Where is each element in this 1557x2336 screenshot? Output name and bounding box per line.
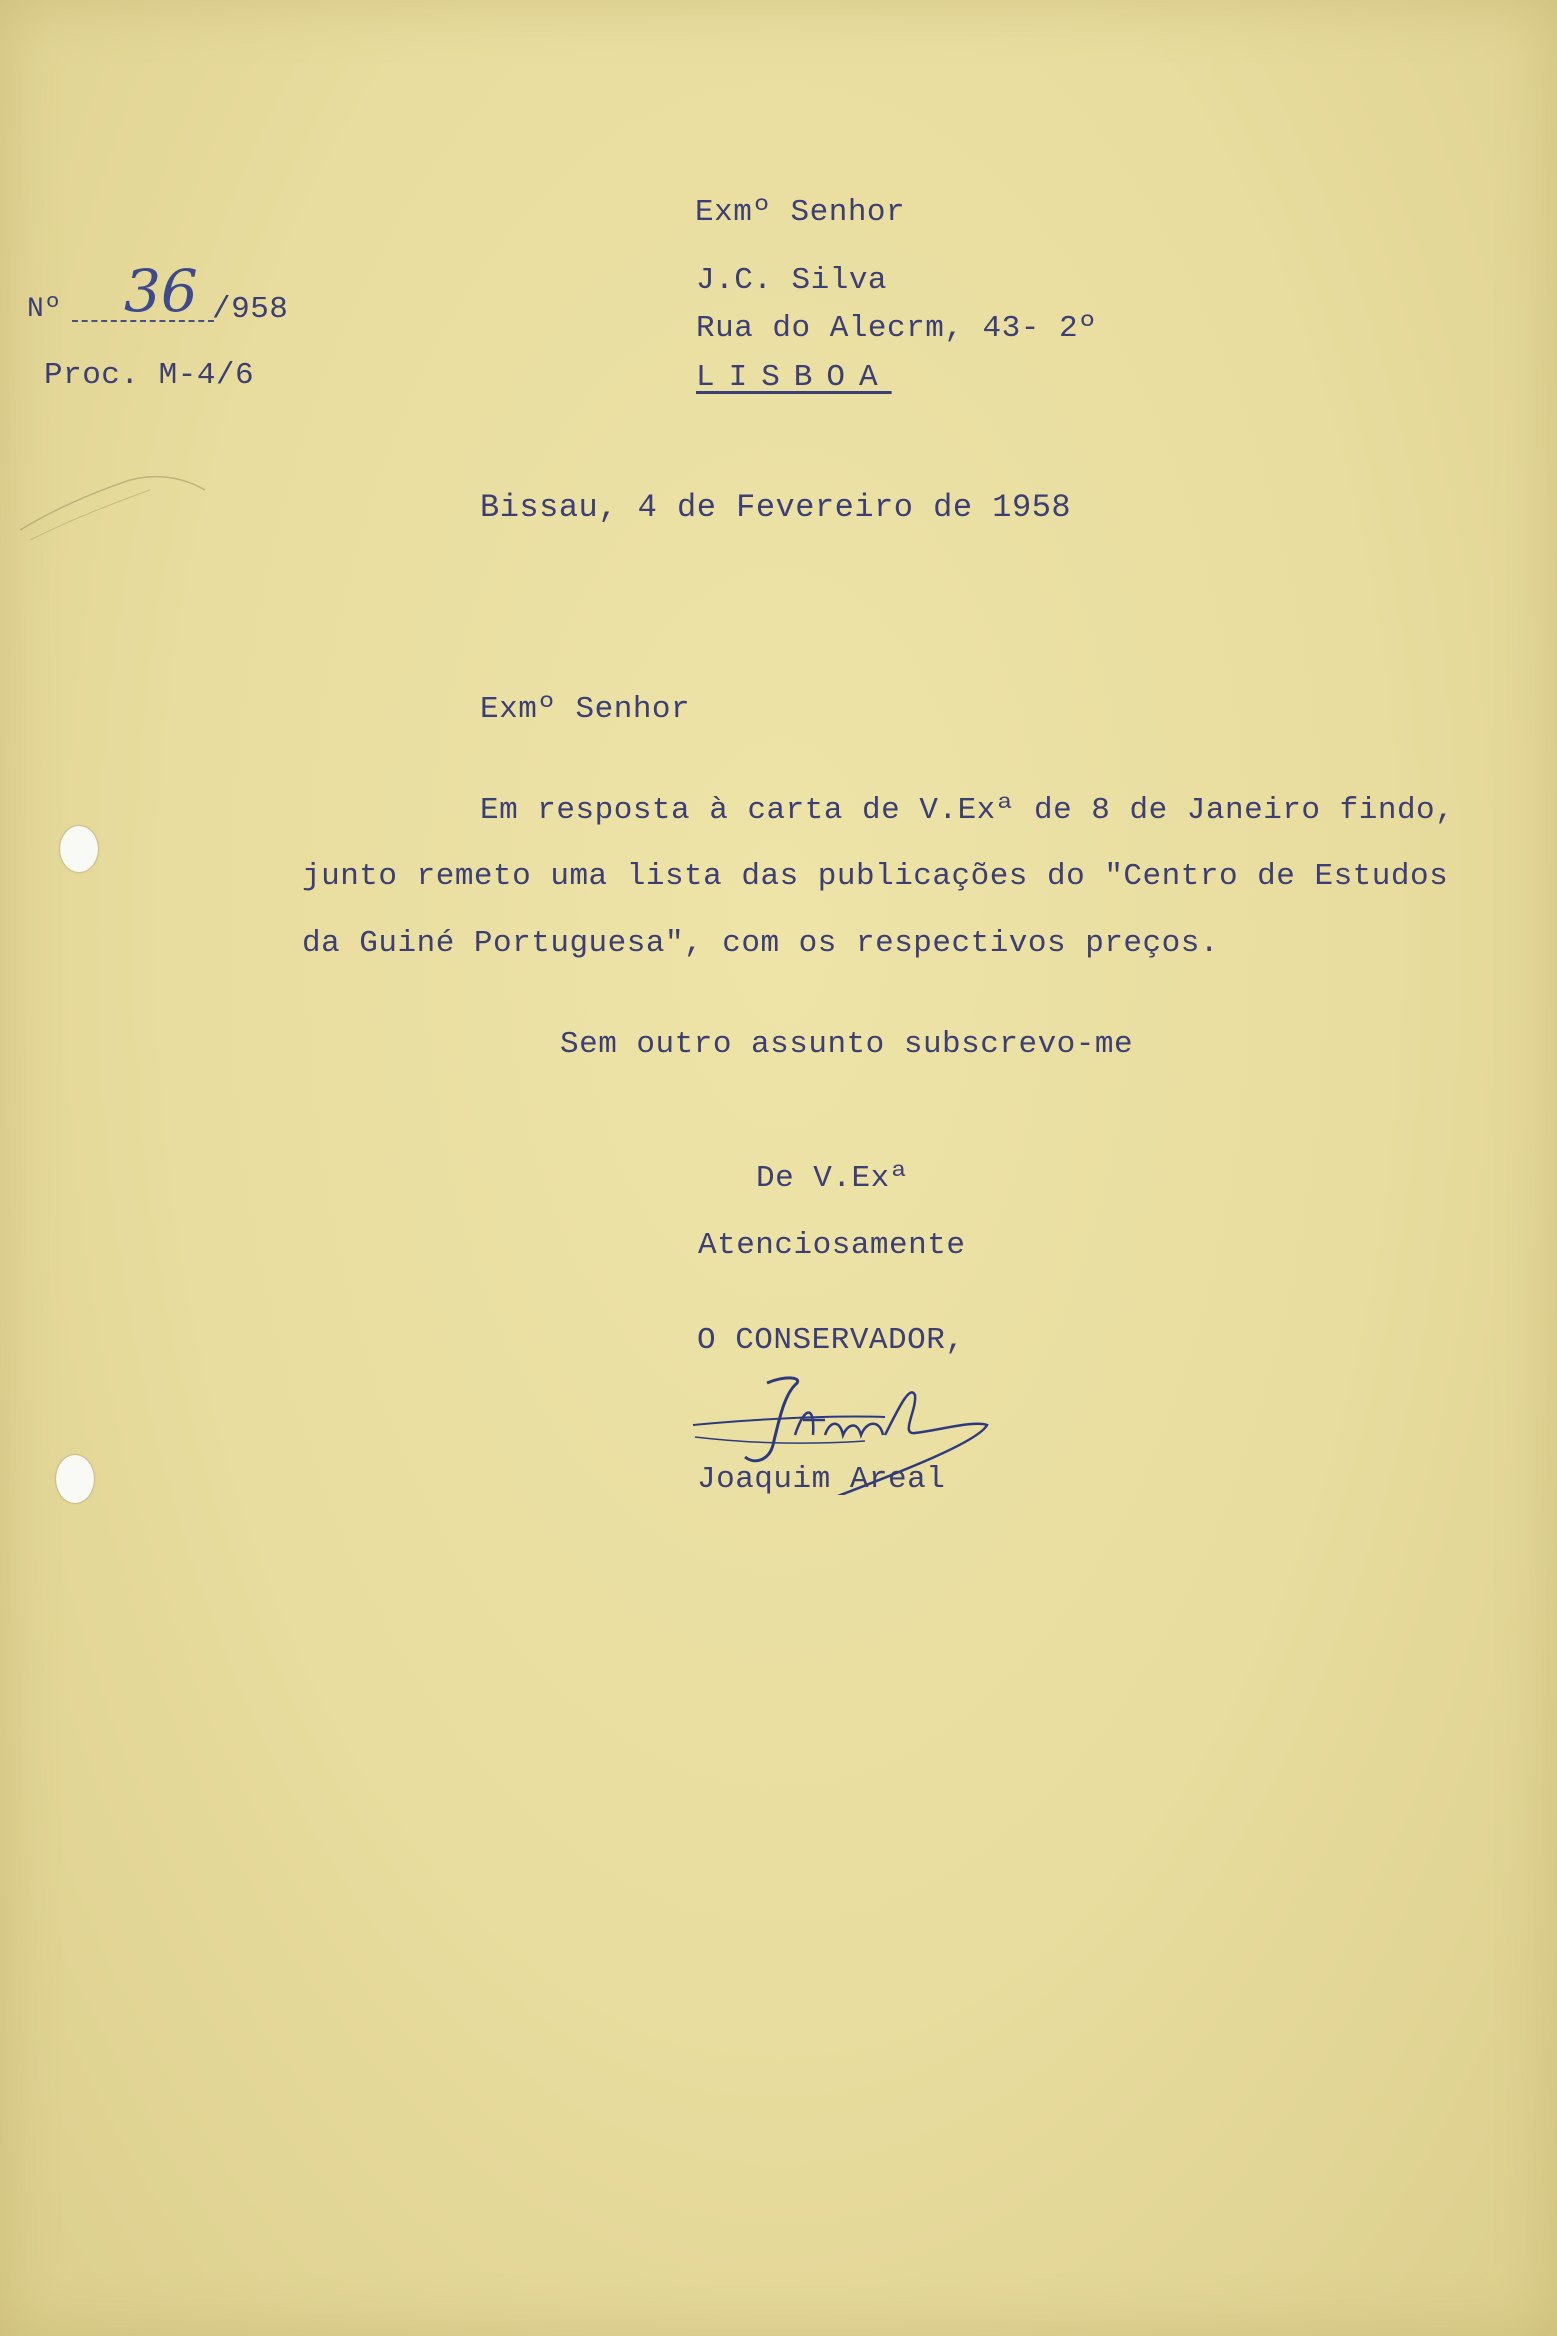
signatory-name: Joaquim Areal — [697, 1462, 946, 1497]
recipient-city: LISBOA — [696, 360, 892, 395]
process-reference: Proc. M-4/6 — [44, 358, 255, 393]
body-line-3: da Guiné Portuguesa", com os respectivos preços. — [302, 926, 1219, 961]
punch-hole-top — [60, 826, 98, 872]
signatory-title: O CONSERVADOR, — [697, 1323, 965, 1358]
recipient-salutation: Exmº Senhor — [695, 195, 906, 230]
reference-number-prefix: Nº — [27, 294, 62, 325]
reference-number-handwritten: 36 — [124, 257, 198, 325]
closing-line-1: De V.Exª — [756, 1161, 909, 1196]
recipient-name: J.C. Silva — [696, 263, 888, 298]
date-line: Bissau, 4 de Fevereiro de 1958 — [480, 489, 1072, 526]
body-line-2: junto remeto uma lista das publicações do "Centro de Estudos — [302, 859, 1449, 894]
closing-sentence: Sem outro assunto subscrevo-me — [560, 1027, 1134, 1062]
reference-number-suffix: /958 — [212, 292, 289, 327]
body-line-1: Em resposta à carta de V.Exª de 8 de Janeiro findo, — [480, 793, 1455, 828]
greeting: Exmº Senhor — [480, 692, 691, 727]
recipient-street: Rua do Alecrm, 43- 2º — [696, 311, 1098, 346]
punch-hole-bottom — [56, 1455, 94, 1503]
pencil-scribble — [10, 460, 210, 550]
closing-line-2: Atenciosamente — [698, 1228, 966, 1263]
